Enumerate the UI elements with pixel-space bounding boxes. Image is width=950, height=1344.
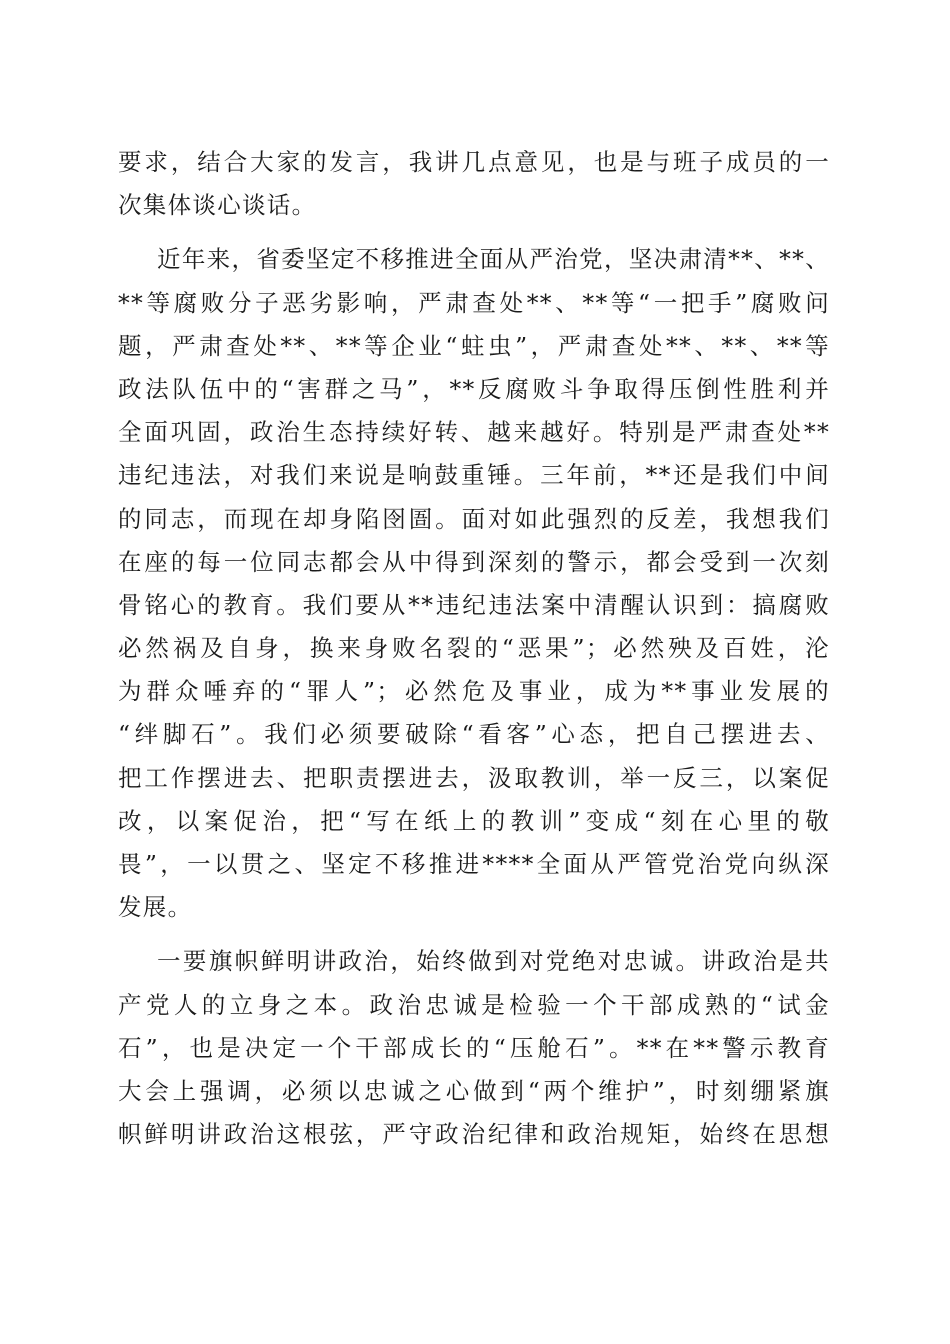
- text-line: 为群众唾弃的“罪人”；必然危及事业，成为**事业发展的: [118, 677, 830, 706]
- text-line: 必然祸及自身，换来身败名裂的“恶果”；必然殃及百姓，沦: [118, 634, 830, 663]
- text-line: 畏”，一以贯之、坚定不移推进****全面从严管党治党向纵深: [118, 850, 830, 878]
- text-line: 骨铭心的教育。我们要从**违纪违法案中清醒认识到：搞腐败: [118, 590, 830, 619]
- text-line: 改，以案促治，把“写在纸上的教训”变成“刻在心里的敬: [118, 806, 830, 835]
- text-line: 一要旗帜鲜明讲政治，始终做到对党绝对忠诚。讲政治是共: [157, 947, 830, 976]
- text-line: 石”，也是决定一个干部成长的“压舱石”。**在**警示教育: [118, 1033, 830, 1062]
- text-line: 大会上强调，必须以忠诚之心做到“两个维护”，时刻绷紧旗: [118, 1076, 830, 1105]
- document-body: [118, 141, 830, 1156]
- text-line: 在座的每一位同志都会从中得到深刻的警示，都会受到一次刻: [118, 547, 830, 576]
- text-line: 政法队伍中的“害群之马”，**反腐败斗争取得压倒性胜利并: [118, 374, 830, 403]
- text-line: 全面巩固，政治生态持续好转、越来越好。特别是严肃查处**: [118, 418, 830, 447]
- text-line: **等腐败分子恶劣影响，严肃查处**、**等“一把手”腐败问: [118, 288, 830, 317]
- text-line: 次集体谈心谈话。: [118, 191, 317, 220]
- paragraph: [118, 940, 830, 1156]
- text-line: 题，严肃查处**、**等企业“蛀虫”，严肃查处**、**、**等: [118, 331, 830, 360]
- text-line: 发展。: [118, 893, 193, 922]
- text-line: 把工作摆进去、把职责摆进去，汲取教训，举一反三，以案促: [118, 763, 830, 792]
- text-line: 要求，结合大家的发言，我讲几点意见，也是与班子成员的一: [118, 148, 830, 176]
- text-line: 违纪违法，对我们来说是响鼓重锤。三年前，**还是我们中间: [118, 461, 830, 490]
- text-line: 的同志，而现在却身陷囹圄。面对如此强烈的反差，我想我们: [118, 504, 830, 533]
- text-line: “绊脚石”。我们必须要破除“看客”心态，把自己摆进去、: [118, 720, 830, 749]
- paragraph: [118, 141, 830, 227]
- text-line: 产党人的立身之本。政治忠诚是检验一个干部成熟的“试金: [118, 990, 830, 1019]
- text-line: 帜鲜明讲政治这根弦，严守政治纪律和政治规矩，始终在思想: [118, 1120, 830, 1149]
- paragraph: [118, 238, 830, 929]
- text-line: 近年来，省委坚定不移推进全面从严治党，坚决肃清**、**、: [157, 245, 830, 274]
